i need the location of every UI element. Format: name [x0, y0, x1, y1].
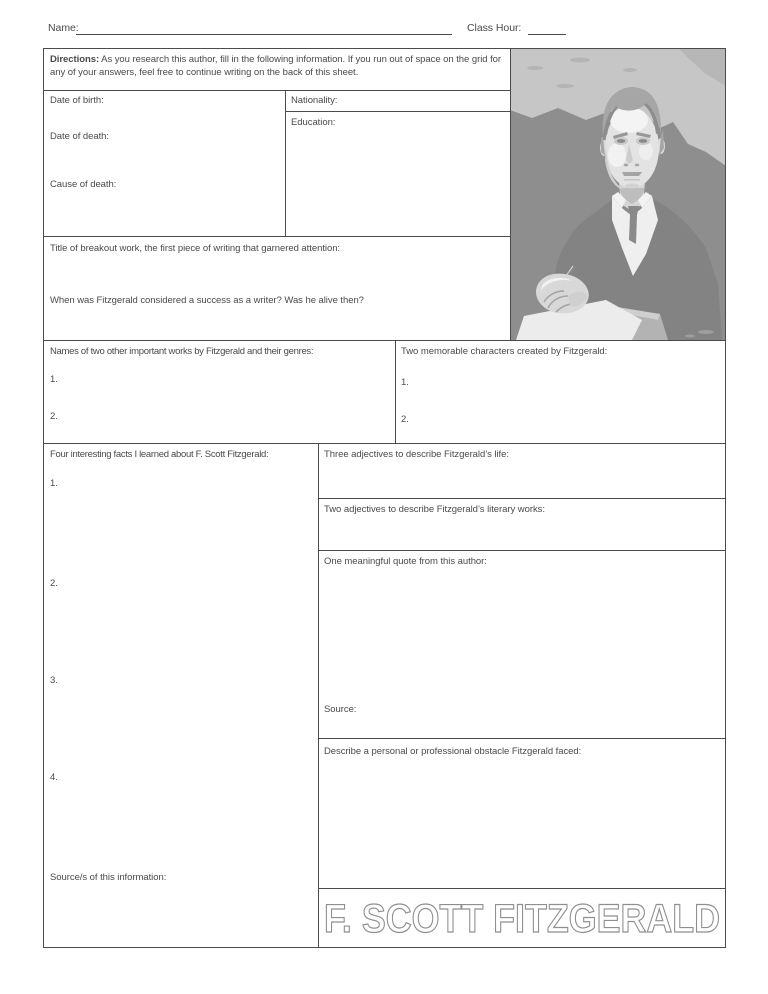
- date-of-death-label: Date of death:: [50, 131, 109, 142]
- adjectives-works-prompt: Two adjectives to describe Fitzgerald’s literary works:: [324, 504, 545, 515]
- divider: [43, 340, 726, 341]
- other-works-item-2: 2.: [50, 411, 58, 422]
- facts-item-4: 4.: [50, 772, 58, 783]
- divider: [318, 738, 726, 739]
- cause-of-death-label: Cause of death:: [50, 179, 117, 190]
- divider: [318, 550, 726, 551]
- facts-item-2: 2.: [50, 578, 58, 589]
- name-blank-line: [76, 34, 452, 35]
- directions-text: [50, 53, 504, 79]
- facts-item-3: 3.: [50, 675, 58, 686]
- nationality-label: Nationality:: [291, 95, 338, 106]
- name-label: Name:: [48, 22, 79, 34]
- characters-item-1: 1.: [401, 377, 409, 388]
- directions-label: Directions:: [50, 54, 100, 65]
- date-of-birth-label: Date of birth:: [50, 95, 104, 106]
- other-works-prompt: Names of two other important works by Fitzgerald and their genres:: [50, 346, 314, 357]
- success-prompt: When was Fitzgerald considered a success as a writer? Was he alive then?: [50, 295, 364, 306]
- divider: [318, 443, 319, 948]
- divider: [43, 443, 726, 444]
- adjectives-life-prompt: Three adjectives to describe Fitzgerald’s life:: [324, 449, 509, 460]
- education-label: Education:: [291, 117, 336, 128]
- obstacle-prompt: Describe a personal or professional obstacle Fitzgerald faced:: [324, 746, 582, 757]
- quote-source-label: Source:: [324, 704, 357, 715]
- facts-sources-label: Source/s of this information:: [50, 872, 167, 883]
- directions-body: As you research this author, fill in the following information. If you run out of space on the grid for any of your answers, feel free to continue writing on the back of this sheet.: [50, 54, 502, 78]
- other-works-item-1: 1.: [50, 374, 58, 385]
- divider: [318, 498, 726, 499]
- divider: [395, 340, 396, 443]
- divider: [510, 48, 511, 340]
- class-hour-label: Class Hour:: [467, 22, 522, 34]
- facts-item-1: 1.: [50, 478, 58, 489]
- divider: [43, 90, 510, 91]
- footer-title-text: F. SCOTT FITZGERALD: [324, 897, 720, 941]
- characters-item-2: 2.: [401, 414, 409, 425]
- class-hour-blank-line: [528, 34, 566, 35]
- facts-prompt: Four interesting facts I learned about F. Scott Fitzgerald:: [50, 449, 269, 460]
- divider: [285, 111, 510, 112]
- quote-prompt: One meaningful quote from this author:: [324, 556, 487, 567]
- divider: [43, 236, 510, 237]
- breakout-work-prompt: Title of breakout work, the first piece of writing that garnered attention:: [50, 243, 341, 254]
- footer-title: [319, 889, 725, 947]
- characters-prompt: Two memorable characters created by Fitzgerald:: [401, 346, 608, 357]
